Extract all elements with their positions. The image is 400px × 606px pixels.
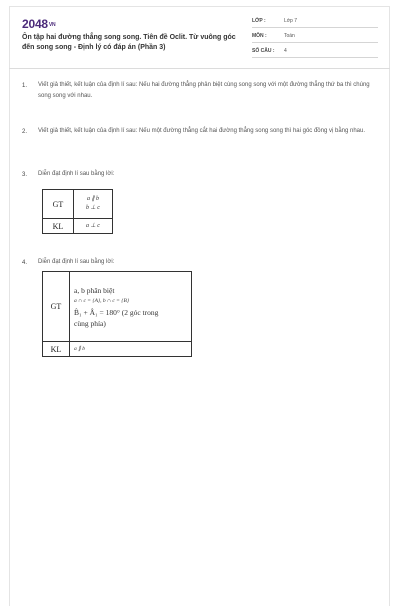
document-title: Ôn tập hai đường thẳng song song. Tiên đề Oclit. Từ vuông góc đến song song - Định lý có đáp án (Phần 3) [22, 34, 236, 51]
hypothesis-label: GT [43, 190, 74, 219]
class-label: LỚP : [252, 18, 266, 24]
theorem-table-1 [42, 189, 113, 234]
question-number: 3. [22, 172, 28, 178]
question-number: 1. [22, 83, 28, 89]
question-text: Viết giả thiết, kết luận của định lí sau: Nếu hai đường thẳng phân biệt cùng song song với một đường thẳng thứ ba thì chúng song song với nhau. [38, 82, 370, 99]
conclusion-label: KL [43, 342, 70, 357]
subject-value: Toán [284, 33, 295, 39]
question-count-value: 4 [284, 48, 287, 54]
conclusion-value: a ∥ b [70, 342, 192, 357]
hypothesis-line: B̂₁ + Â₁ = 180° (2 góc trong [74, 307, 159, 317]
header-divider [9, 68, 390, 69]
hypothesis-cell [70, 272, 192, 342]
theorem-table-2 [42, 271, 192, 357]
question-text: Diễn đạt định lí sau bằng lời: [38, 171, 115, 177]
site-logo[interactable]: $2048^{VN}$ [22, 17, 56, 31]
question-text: Viết giả thiết, kết luận của định lí sau: Nếu một đường thẳng cắt hai đường thẳng song song thì hai góc đồng vị bằng nhau. [38, 128, 366, 134]
conclusion-value: a ⊥ c [74, 219, 113, 234]
hypothesis-line: a ∩ c = {A}, b ∩ c = {B} [74, 297, 130, 304]
subject-underline [252, 42, 378, 43]
subject-label: MÔN : [252, 33, 267, 39]
question-count-underline [252, 57, 378, 58]
class-value: Lớp 7 [284, 18, 298, 24]
question-count-label: SỐ CÂU : [252, 48, 275, 54]
hypothesis-line: a, b phân biệt [74, 285, 115, 295]
conclusion-label: KL [43, 219, 74, 234]
hypothesis-cell [74, 190, 113, 219]
hypothesis-line: cùng phía) [74, 318, 106, 328]
question-text: Diễn đạt định lí sau bằng lời: [38, 259, 115, 265]
class-underline [252, 27, 378, 28]
hypothesis-line: a ∥ b [87, 196, 99, 202]
question-number: 2. [22, 129, 28, 135]
question-number: 4. [22, 260, 28, 266]
hypothesis-line: b ⊥ c [86, 205, 100, 211]
hypothesis-label: GT [43, 272, 70, 342]
